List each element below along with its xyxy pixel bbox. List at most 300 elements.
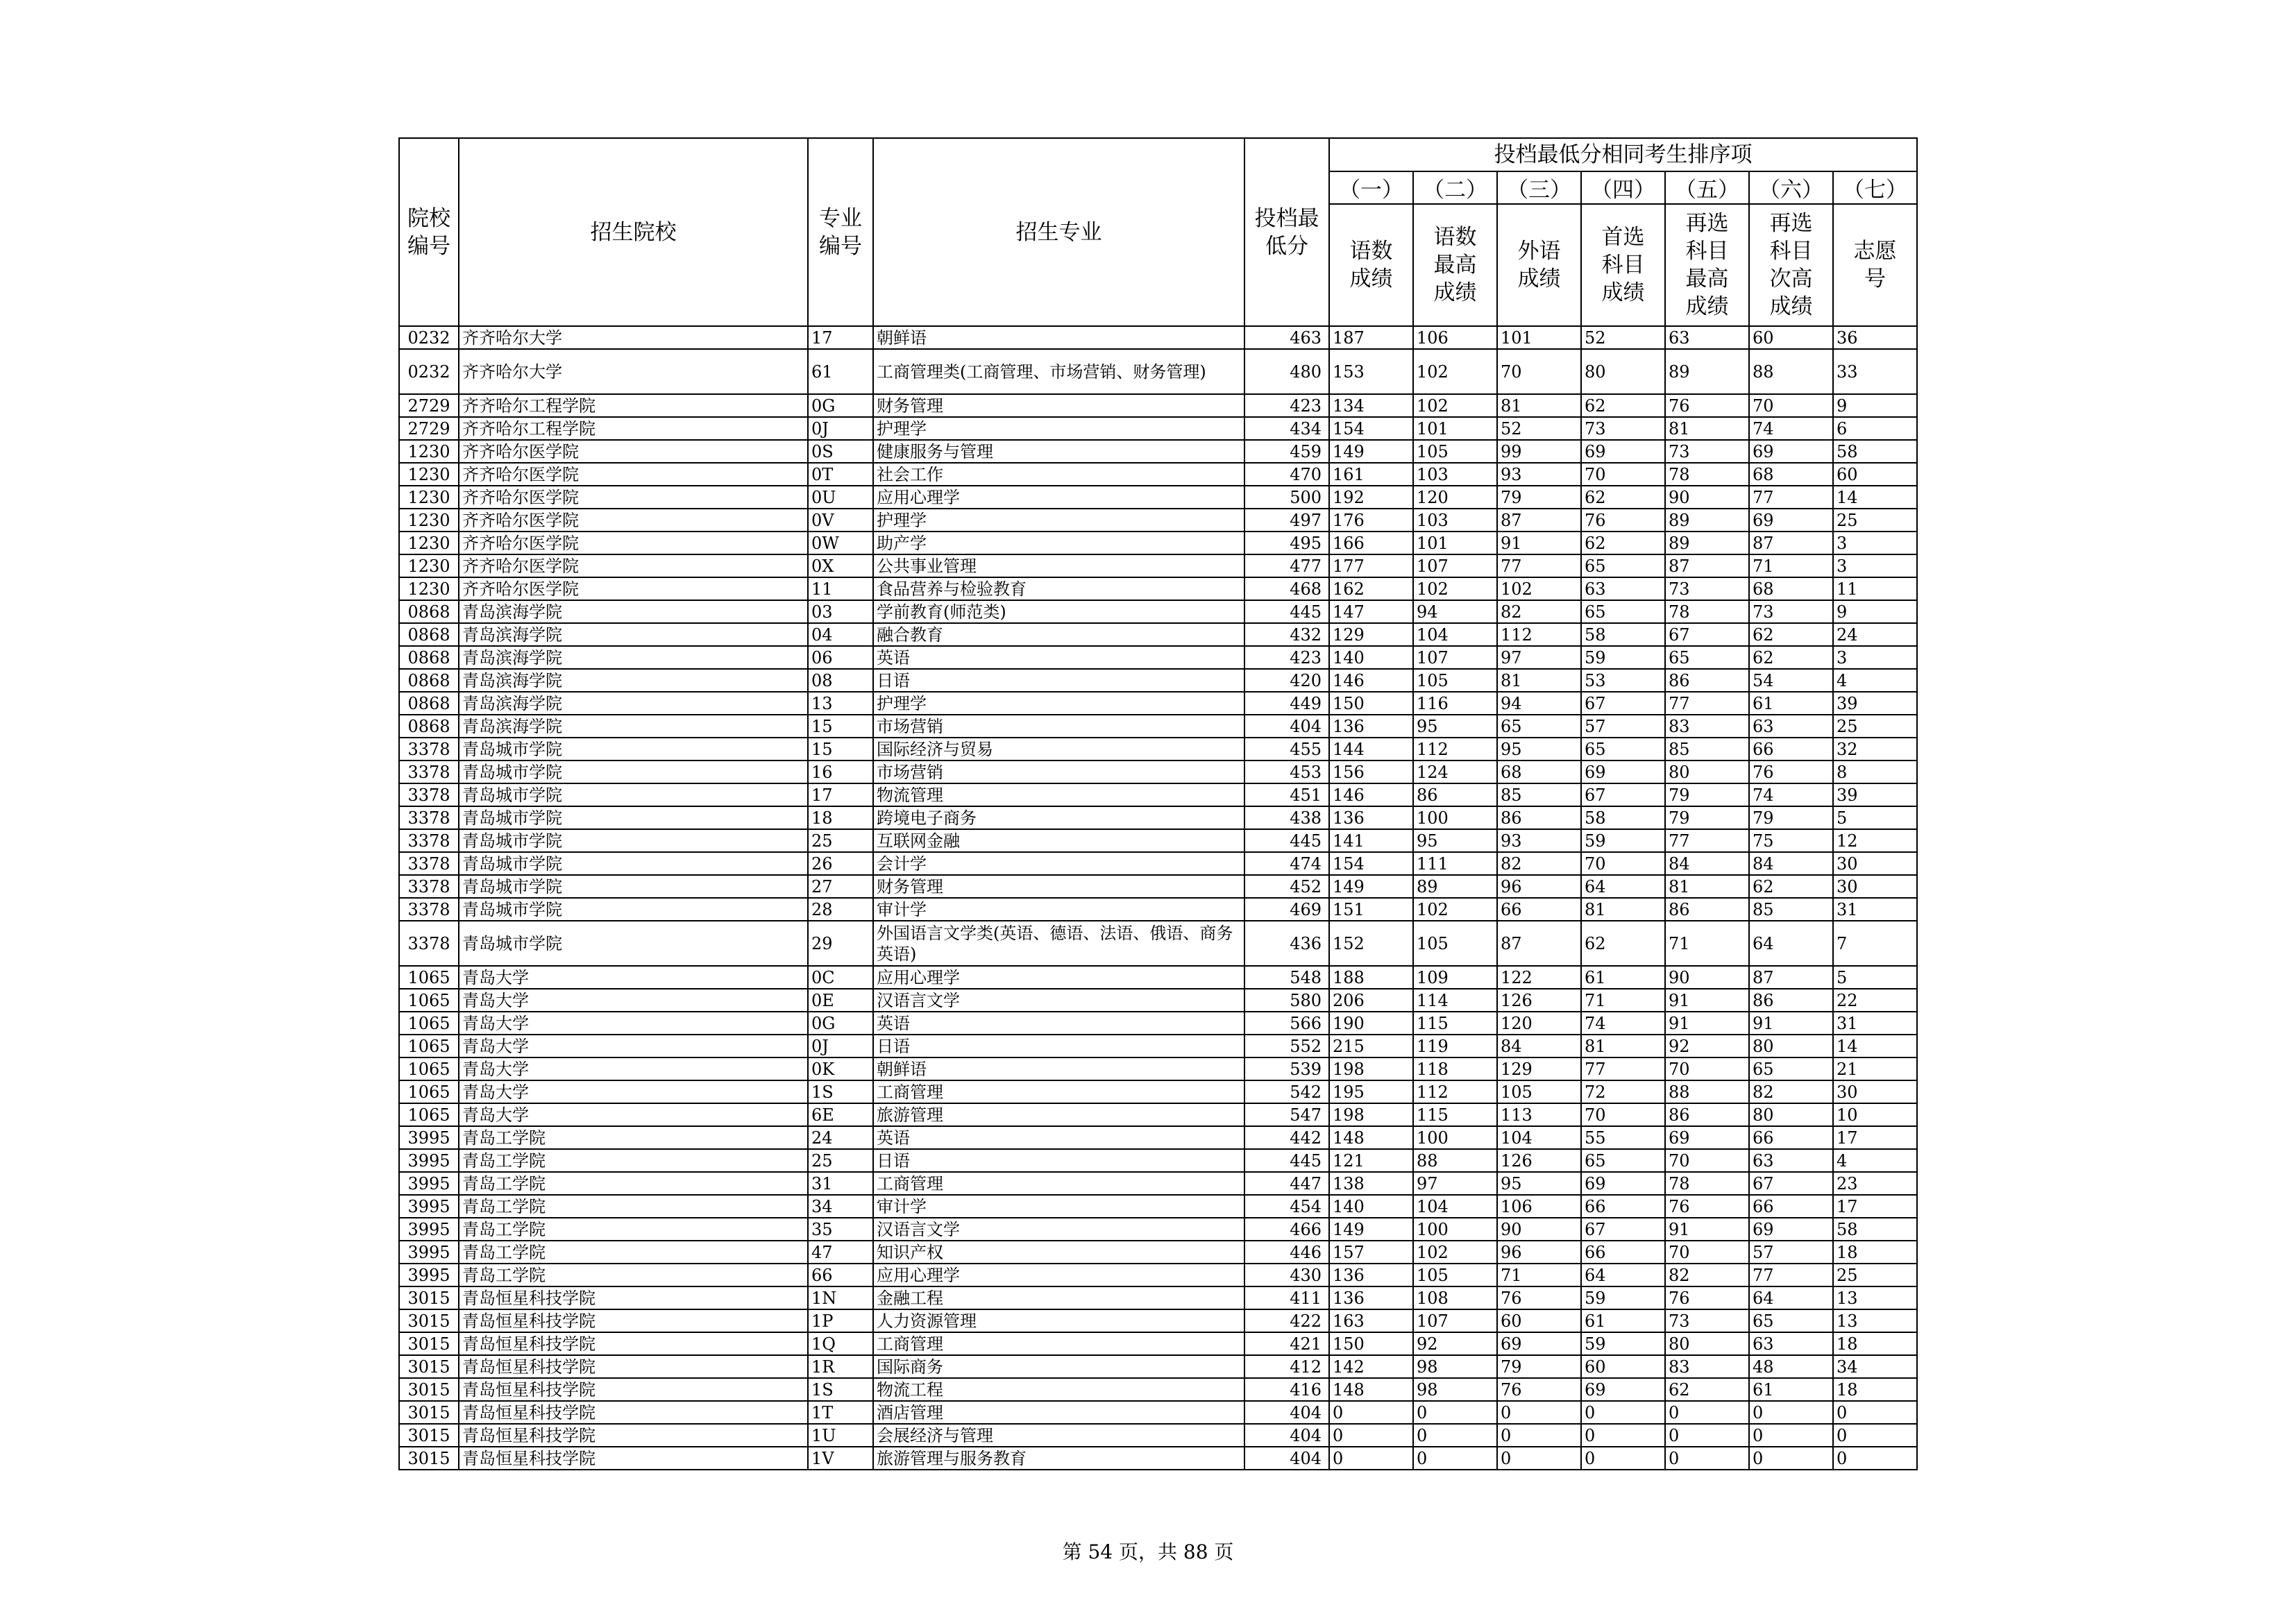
header-major-name: 招生专业 [873, 138, 1244, 326]
sort-value-cell: 77 [1497, 554, 1581, 577]
sort-value-cell: 65 [1581, 600, 1665, 623]
school-name-cell: 青岛城市学院 [459, 921, 808, 966]
sort-value-cell: 61 [1749, 1378, 1833, 1401]
major-name-cell: 人力资源管理 [873, 1309, 1244, 1332]
table-row [399, 623, 1917, 646]
school-name-cell: 青岛大学 [459, 1057, 808, 1080]
school-name-cell: 齐齐哈尔医学院 [459, 440, 808, 463]
school-code-cell: 2729 [399, 417, 459, 440]
sort-value-cell: 59 [1581, 646, 1665, 669]
sort-value-cell: 70 [1665, 1241, 1749, 1264]
sort-item-number: （五） [1665, 171, 1749, 204]
major-code-cell: 25 [808, 829, 873, 852]
major-code-cell: 1S [808, 1378, 873, 1401]
major-name-cell: 工商管理 [873, 1080, 1244, 1103]
min-score-cell: 452 [1244, 875, 1329, 898]
sort-value-cell: 69 [1581, 440, 1665, 463]
min-score-cell: 477 [1244, 554, 1329, 577]
school-code-cell: 3378 [399, 875, 459, 898]
major-code-cell: 0V [808, 509, 873, 532]
min-score-cell: 430 [1244, 1264, 1329, 1286]
sort-value-cell: 108 [1413, 1286, 1497, 1309]
school-code-cell: 1230 [399, 532, 459, 554]
major-code-cell: 0X [808, 554, 873, 577]
sort-value-cell: 112 [1413, 738, 1497, 760]
min-score-cell: 432 [1244, 623, 1329, 646]
sort-value-cell: 78 [1665, 463, 1749, 486]
sort-value-cell: 79 [1497, 486, 1581, 509]
sort-value-cell: 24 [1833, 623, 1917, 646]
sort-value-cell: 62 [1581, 532, 1665, 554]
sort-value-cell: 13 [1833, 1309, 1917, 1332]
school-code-cell: 0868 [399, 715, 459, 738]
sort-value-cell: 9 [1833, 394, 1917, 417]
sort-value-cell: 0 [1833, 1447, 1917, 1470]
sort-value-cell: 0 [1497, 1424, 1581, 1447]
sort-value-cell: 119 [1413, 1035, 1497, 1057]
sort-value-cell: 91 [1497, 532, 1581, 554]
sort-value-cell: 69 [1749, 509, 1833, 532]
min-score-cell: 566 [1244, 1012, 1329, 1035]
sort-value-cell: 65 [1497, 715, 1581, 738]
sort-value-cell: 0 [1749, 1401, 1833, 1424]
major-name-cell: 审计学 [873, 1195, 1244, 1218]
sort-value-cell: 95 [1497, 738, 1581, 760]
sort-value-cell: 75 [1749, 829, 1833, 852]
sort-value-cell: 81 [1665, 875, 1749, 898]
sort-value-cell: 77 [1749, 1264, 1833, 1286]
sort-value-cell: 62 [1749, 646, 1833, 669]
school-code-cell: 3015 [399, 1286, 459, 1309]
sort-value-cell: 150 [1329, 1332, 1413, 1355]
major-name-cell: 知识产权 [873, 1241, 1244, 1264]
school-name-cell: 青岛滨海学院 [459, 715, 808, 738]
sort-value-cell: 68 [1749, 577, 1833, 600]
sort-value-cell: 105 [1413, 1264, 1497, 1286]
sort-value-cell: 0 [1413, 1447, 1497, 1470]
sort-value-cell: 69 [1665, 1126, 1749, 1149]
sort-value-cell: 177 [1329, 554, 1413, 577]
sort-value-cell: 94 [1497, 692, 1581, 715]
table-row [399, 1309, 1917, 1332]
sort-value-cell: 148 [1329, 1126, 1413, 1149]
sort-value-cell: 69 [1749, 1218, 1833, 1241]
major-code-cell: 66 [808, 1264, 873, 1286]
table-row [399, 898, 1917, 921]
sort-value-cell: 87 [1749, 532, 1833, 554]
sort-value-cell: 31 [1833, 1012, 1917, 1035]
sort-item-number: （六） [1749, 171, 1833, 204]
sort-value-cell: 36 [1833, 326, 1917, 349]
sort-value-cell: 104 [1413, 623, 1497, 646]
sort-value-cell: 98 [1413, 1378, 1497, 1401]
sort-value-cell: 0 [1749, 1447, 1833, 1470]
sort-value-cell: 97 [1497, 646, 1581, 669]
major-name-cell: 会展经济与管理 [873, 1424, 1244, 1447]
min-score-cell: 420 [1244, 669, 1329, 692]
major-code-cell: 06 [808, 646, 873, 669]
major-code-cell: 26 [808, 852, 873, 875]
sort-value-cell: 96 [1497, 875, 1581, 898]
sort-value-cell: 0 [1413, 1401, 1497, 1424]
sort-value-cell: 105 [1413, 669, 1497, 692]
school-name-cell: 青岛恒星科技学院 [459, 1401, 808, 1424]
sort-value-cell: 90 [1665, 966, 1749, 989]
sort-value-cell: 30 [1833, 875, 1917, 898]
major-name-cell: 学前教育(师范类) [873, 600, 1244, 623]
major-code-cell: 35 [808, 1218, 873, 1241]
min-score-cell: 445 [1244, 1149, 1329, 1172]
sort-item-label: 语数最高成绩 [1413, 204, 1497, 326]
sort-item-number: （三） [1497, 171, 1581, 204]
sort-value-cell: 148 [1329, 1378, 1413, 1401]
major-name-cell: 物流管理 [873, 783, 1244, 806]
sort-value-cell: 64 [1581, 875, 1665, 898]
school-name-cell: 齐齐哈尔医学院 [459, 577, 808, 600]
sort-value-cell: 198 [1329, 1103, 1413, 1126]
table-row [399, 692, 1917, 715]
table-row [399, 1332, 1917, 1355]
sort-value-cell: 80 [1749, 1035, 1833, 1057]
sort-value-cell: 152 [1329, 921, 1413, 966]
table-row [399, 349, 1917, 394]
min-score-cell: 542 [1244, 1080, 1329, 1103]
sort-value-cell: 176 [1329, 509, 1413, 532]
sort-value-cell: 61 [1749, 692, 1833, 715]
sort-value-cell: 105 [1413, 440, 1497, 463]
sort-value-cell: 73 [1749, 600, 1833, 623]
school-code-cell: 3378 [399, 738, 459, 760]
major-code-cell: 17 [808, 783, 873, 806]
school-name-cell: 齐齐哈尔医学院 [459, 554, 808, 577]
sort-value-cell: 60 [1497, 1309, 1581, 1332]
sort-value-cell: 112 [1413, 1080, 1497, 1103]
min-score-cell: 436 [1244, 921, 1329, 966]
sort-value-cell: 0 [1749, 1424, 1833, 1447]
sort-value-cell: 89 [1665, 532, 1749, 554]
sort-value-cell: 61 [1581, 966, 1665, 989]
major-name-cell: 英语 [873, 1126, 1244, 1149]
sort-value-cell: 71 [1665, 921, 1749, 966]
sort-value-cell: 58 [1581, 806, 1665, 829]
major-code-cell: 25 [808, 1149, 873, 1172]
sort-value-cell: 116 [1413, 692, 1497, 715]
sort-value-cell: 163 [1329, 1309, 1413, 1332]
school-name-cell: 青岛滨海学院 [459, 646, 808, 669]
sort-value-cell: 71 [1749, 554, 1833, 577]
min-score-cell: 497 [1244, 509, 1329, 532]
school-code-cell: 3995 [399, 1264, 459, 1286]
sort-value-cell: 79 [1665, 806, 1749, 829]
table-row [399, 1378, 1917, 1401]
sort-value-cell: 12 [1833, 829, 1917, 852]
school-code-cell: 0232 [399, 349, 459, 394]
sort-value-cell: 102 [1413, 898, 1497, 921]
sort-value-cell: 63 [1665, 326, 1749, 349]
sort-value-cell: 93 [1497, 463, 1581, 486]
table-row [399, 715, 1917, 738]
sort-item-label: 再选科目次高成绩 [1749, 204, 1833, 326]
min-score-cell: 466 [1244, 1218, 1329, 1241]
sort-value-cell: 95 [1413, 715, 1497, 738]
major-code-cell: 1N [808, 1286, 873, 1309]
table-row [399, 1218, 1917, 1241]
school-name-cell: 齐齐哈尔工程学院 [459, 394, 808, 417]
sort-value-cell: 150 [1329, 692, 1413, 715]
sort-value-cell: 149 [1329, 440, 1413, 463]
sort-value-cell: 94 [1413, 600, 1497, 623]
sort-value-cell: 69 [1581, 1172, 1665, 1195]
min-score-cell: 404 [1244, 715, 1329, 738]
major-code-cell: 1R [808, 1355, 873, 1378]
sort-value-cell: 146 [1329, 783, 1413, 806]
sort-value-cell: 17 [1833, 1195, 1917, 1218]
school-code-cell: 1230 [399, 577, 459, 600]
sort-value-cell: 122 [1497, 966, 1581, 989]
major-name-cell: 互联网金融 [873, 829, 1244, 852]
school-code-cell: 3995 [399, 1218, 459, 1241]
sort-value-cell: 30 [1833, 852, 1917, 875]
major-code-cell: 16 [808, 760, 873, 783]
major-code-cell: 1Q [808, 1332, 873, 1355]
major-name-cell: 旅游管理与服务教育 [873, 1447, 1244, 1470]
sort-value-cell: 73 [1581, 417, 1665, 440]
table-row [399, 554, 1917, 577]
table-row [399, 1241, 1917, 1264]
sort-value-cell: 17 [1833, 1126, 1917, 1149]
sort-value-cell: 106 [1497, 1195, 1581, 1218]
sort-value-cell: 0 [1833, 1424, 1917, 1447]
header-sort-group: 投档最低分相同考生排序项 [1329, 138, 1917, 171]
school-name-cell: 青岛滨海学院 [459, 600, 808, 623]
sort-value-cell: 105 [1413, 921, 1497, 966]
sort-value-cell: 70 [1497, 349, 1581, 394]
min-score-cell: 548 [1244, 966, 1329, 989]
school-code-cell: 3015 [399, 1424, 459, 1447]
sort-value-cell: 84 [1497, 1035, 1581, 1057]
table-row [399, 669, 1917, 692]
sort-value-cell: 64 [1749, 1286, 1833, 1309]
sort-value-cell: 104 [1497, 1126, 1581, 1149]
school-code-cell: 3015 [399, 1401, 459, 1424]
school-name-cell: 青岛滨海学院 [459, 623, 808, 646]
major-name-cell: 护理学 [873, 509, 1244, 532]
sort-value-cell: 0 [1581, 1447, 1665, 1470]
table-row [399, 852, 1917, 875]
major-name-cell: 市场营销 [873, 760, 1244, 783]
major-code-cell: 27 [808, 875, 873, 898]
min-score-cell: 423 [1244, 394, 1329, 417]
sort-value-cell: 62 [1665, 1378, 1749, 1401]
sort-value-cell: 136 [1329, 1264, 1413, 1286]
sort-value-cell: 89 [1665, 509, 1749, 532]
school-code-cell: 3015 [399, 1332, 459, 1355]
sort-value-cell: 65 [1581, 738, 1665, 760]
major-code-cell: 13 [808, 692, 873, 715]
school-code-cell: 1230 [399, 486, 459, 509]
sort-value-cell: 8 [1833, 760, 1917, 783]
sort-value-cell: 76 [1581, 509, 1665, 532]
min-score-cell: 451 [1244, 783, 1329, 806]
min-score-cell: 404 [1244, 1401, 1329, 1424]
sort-value-cell: 3 [1833, 554, 1917, 577]
min-score-cell: 445 [1244, 829, 1329, 852]
sort-value-cell: 138 [1329, 1172, 1413, 1195]
sort-value-cell: 60 [1833, 463, 1917, 486]
major-code-cell: 0J [808, 1035, 873, 1057]
sort-item-number: （七） [1833, 171, 1917, 204]
min-score-cell: 547 [1244, 1103, 1329, 1126]
sort-value-cell: 31 [1833, 898, 1917, 921]
sort-value-cell: 59 [1581, 1286, 1665, 1309]
sort-value-cell: 149 [1329, 875, 1413, 898]
sort-value-cell: 77 [1665, 829, 1749, 852]
school-code-cell: 3378 [399, 829, 459, 852]
min-score-cell: 539 [1244, 1057, 1329, 1080]
major-code-cell: 0W [808, 532, 873, 554]
page-footer: 第 54 页，共 88 页 [1062, 1540, 1234, 1563]
sort-value-cell: 146 [1329, 669, 1413, 692]
major-code-cell: 0T [808, 463, 873, 486]
sort-value-cell: 57 [1749, 1241, 1833, 1264]
major-name-cell: 应用心理学 [873, 966, 1244, 989]
school-code-cell: 3995 [399, 1126, 459, 1149]
major-code-cell: 1P [808, 1309, 873, 1332]
sort-value-cell: 93 [1497, 829, 1581, 852]
min-score-cell: 422 [1244, 1309, 1329, 1332]
table-row [399, 394, 1917, 417]
school-name-cell: 青岛恒星科技学院 [459, 1355, 808, 1378]
table-row [399, 1149, 1917, 1172]
sort-value-cell: 81 [1665, 417, 1749, 440]
sort-value-cell: 87 [1497, 921, 1581, 966]
major-code-cell: 0C [808, 966, 873, 989]
major-code-cell: 0U [808, 486, 873, 509]
school-name-cell: 青岛城市学院 [459, 783, 808, 806]
major-name-cell: 酒店管理 [873, 1401, 1244, 1424]
table-row [399, 326, 1917, 349]
sort-value-cell: 70 [1581, 852, 1665, 875]
sort-value-cell: 60 [1581, 1355, 1665, 1378]
table-row [399, 463, 1917, 486]
sort-item-label: 再选科目最高成绩 [1665, 204, 1749, 326]
sort-value-cell: 76 [1749, 760, 1833, 783]
school-name-cell: 青岛滨海学院 [459, 692, 808, 715]
major-code-cell: 34 [808, 1195, 873, 1218]
school-name-cell: 青岛大学 [459, 1103, 808, 1126]
school-code-cell: 2729 [399, 394, 459, 417]
min-score-cell: 580 [1244, 989, 1329, 1012]
sort-value-cell: 82 [1497, 600, 1581, 623]
sort-value-cell: 187 [1329, 326, 1413, 349]
school-name-cell: 青岛工学院 [459, 1172, 808, 1195]
sort-value-cell: 25 [1833, 509, 1917, 532]
school-name-cell: 青岛恒星科技学院 [459, 1447, 808, 1470]
major-code-cell: 29 [808, 921, 873, 966]
major-code-cell: 18 [808, 806, 873, 829]
major-name-cell: 市场营销 [873, 715, 1244, 738]
sort-value-cell: 69 [1497, 1332, 1581, 1355]
sort-value-cell: 65 [1665, 646, 1749, 669]
school-name-cell: 齐齐哈尔医学院 [459, 463, 808, 486]
sort-value-cell: 77 [1581, 1057, 1665, 1080]
sort-value-cell: 74 [1581, 1012, 1665, 1035]
sort-value-cell: 88 [1665, 1080, 1749, 1103]
sort-value-cell: 195 [1329, 1080, 1413, 1103]
sort-value-cell: 25 [1833, 1264, 1917, 1286]
major-name-cell [873, 349, 1244, 394]
sort-value-cell: 33 [1833, 349, 1917, 394]
major-code-cell: 03 [808, 600, 873, 623]
sort-value-cell: 90 [1665, 486, 1749, 509]
sort-value-cell: 115 [1413, 1103, 1497, 1126]
school-name-cell: 青岛恒星科技学院 [459, 1378, 808, 1401]
sort-value-cell: 87 [1665, 554, 1749, 577]
sort-value-cell: 118 [1413, 1057, 1497, 1080]
table-row [399, 1424, 1917, 1447]
major-name-cell: 工商管理 [873, 1332, 1244, 1355]
school-code-cell: 3995 [399, 1149, 459, 1172]
major-code-cell: 1U [808, 1424, 873, 1447]
min-score-cell: 449 [1244, 692, 1329, 715]
school-code-cell: 1065 [399, 1103, 459, 1126]
sort-value-cell: 101 [1497, 326, 1581, 349]
sort-value-cell: 71 [1581, 989, 1665, 1012]
sort-value-cell: 126 [1497, 1149, 1581, 1172]
min-score-cell: 412 [1244, 1355, 1329, 1378]
school-code-cell: 1065 [399, 1012, 459, 1035]
sort-value-cell: 76 [1497, 1286, 1581, 1309]
school-name-cell: 青岛恒星科技学院 [459, 1286, 808, 1309]
sort-value-cell: 80 [1581, 349, 1665, 394]
major-name-cell: 朝鲜语 [873, 326, 1244, 349]
sort-value-cell: 18 [1833, 1378, 1917, 1401]
sort-value-cell: 147 [1329, 600, 1413, 623]
sort-value-cell: 104 [1413, 1195, 1497, 1218]
sort-value-cell: 114 [1413, 989, 1497, 1012]
major-code-cell: 17 [808, 326, 873, 349]
major-code-cell: 61 [808, 349, 873, 394]
school-code-cell: 3015 [399, 1447, 459, 1470]
sort-item-label: 外语成绩 [1497, 204, 1581, 326]
sort-value-cell: 85 [1665, 738, 1749, 760]
min-score-cell: 445 [1244, 600, 1329, 623]
major-name-cell: 审计学 [873, 898, 1244, 921]
sort-value-cell: 77 [1749, 486, 1833, 509]
min-score-cell: 459 [1244, 440, 1329, 463]
major-code-cell: 15 [808, 715, 873, 738]
sort-value-cell: 13 [1833, 1286, 1917, 1309]
sort-value-cell: 103 [1413, 463, 1497, 486]
sort-value-cell: 91 [1665, 1218, 1749, 1241]
sort-value-cell: 62 [1749, 875, 1833, 898]
major-code-cell: 0J [808, 417, 873, 440]
sort-value-cell: 14 [1833, 486, 1917, 509]
sort-value-cell: 140 [1329, 1195, 1413, 1218]
table-row [399, 1103, 1917, 1126]
school-name-cell: 青岛城市学院 [459, 898, 808, 921]
sort-value-cell: 105 [1497, 1080, 1581, 1103]
sort-value-cell: 4 [1833, 1149, 1917, 1172]
school-code-cell: 3995 [399, 1172, 459, 1195]
major-code-cell: 0G [808, 1012, 873, 1035]
major-name-cell: 护理学 [873, 692, 1244, 715]
sort-value-cell: 39 [1833, 692, 1917, 715]
header-min-score: 投档最低分 [1244, 138, 1329, 326]
min-score-cell: 453 [1244, 760, 1329, 783]
school-code-cell: 1065 [399, 1057, 459, 1080]
sort-value-cell: 3 [1833, 646, 1917, 669]
